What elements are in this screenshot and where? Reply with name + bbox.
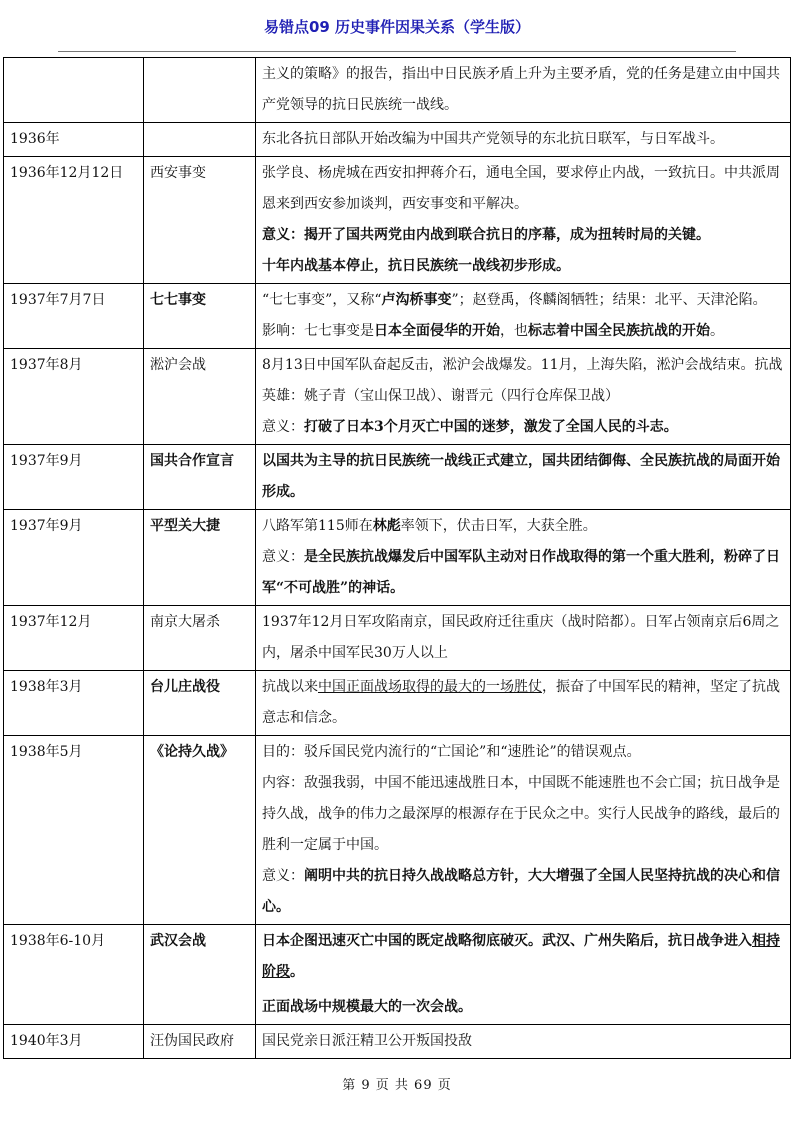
content-text: 意义： <box>262 868 304 884</box>
table-row <box>4 349 791 445</box>
significance-paragraph <box>262 412 784 443</box>
page-header: 易错点09 历史事件因果关系（学生版） <box>263 18 531 36</box>
content-text: 张学良、杨虎城在西安扣押蒋介石，通电全国，要求停止内战，一致抗日。中共派周恩来到西安参加谈判，西安事变和平解决。 <box>262 165 780 212</box>
content-text: 八路军第115师在 <box>262 518 373 534</box>
content-text: 国民党亲日派汪精卫公开叛国投敌 <box>262 1033 472 1049</box>
date-cell: 1937年8月 <box>4 349 144 445</box>
table-row <box>4 925 791 1025</box>
content-paragraph <box>262 511 784 542</box>
table-row <box>4 58 791 123</box>
key-term: 标志着中国全民族抗战的开始 <box>528 323 710 339</box>
event-cell <box>144 58 256 123</box>
content-cell <box>256 736 791 925</box>
content-text: 正面战场中规模最大的一次会战。 <box>262 999 472 1015</box>
significance-paragraph <box>262 861 784 923</box>
content-paragraph <box>262 926 784 988</box>
key-term: 林彪 <box>372 518 401 534</box>
content-cell <box>256 58 791 123</box>
content-cell <box>256 925 791 1025</box>
table-row <box>4 736 791 925</box>
content-cell <box>256 157 791 284</box>
content-text: 主义的策略》的报告，指出中日民族矛盾上升为主要矛盾，党的任务是建立由中国共产党领导的抗日民族统一战线。 <box>262 66 780 113</box>
date-cell: 1938年6-10月 <box>4 925 144 1025</box>
table-row <box>4 510 791 606</box>
content-text: “七七事变”，又称“ <box>262 292 382 308</box>
purpose-text: 目的：驳斥国民党内流行的“亡国论”和“速胜论”的错误观点。 <box>262 744 641 760</box>
event-cell: 《论持久战》 <box>144 736 256 925</box>
content-text: ”；赵登禹，佟麟阁牺牲；结果：北平、天津沦陷。 <box>451 292 767 308</box>
event-cell: 南京大屠杀 <box>144 606 256 671</box>
content-cell <box>256 606 791 671</box>
event-cell: 台儿庄战役 <box>144 671 256 736</box>
impact-paragraph <box>262 316 784 347</box>
content-text: ，振奋了中国军民的精神，坚定了抗战意志和信念。 <box>262 679 780 726</box>
key-term: 卢沟桥事变 <box>381 292 452 308</box>
date-cell: 1936年 <box>4 123 144 157</box>
content-paragraph <box>262 285 784 316</box>
table-row <box>4 1025 791 1059</box>
table-row <box>4 284 791 349</box>
date-cell: 1936年12月12日 <box>4 157 144 284</box>
content-text: 内容：敌强我弱，中国不能迅速战胜日本，中国既不能速胜也不会亡国；抗日战争是持久战，战争的伟力之最深厚的根源存在于民众之中。实行人民战争的路线，最后的胜利一定属于中国。 <box>262 775 780 853</box>
table-row <box>4 671 791 736</box>
key-term: 中国正面战场取得的最大的一场胜仗 <box>318 679 542 695</box>
key-term: 相持阶段 <box>262 933 780 980</box>
content-text: 。 <box>290 964 304 980</box>
significance-text: 意义：揭开了国共两党由内战到联合抗日的序幕，成为扭转时局的关键。 <box>262 227 710 243</box>
event-cell: 国共合作宣言 <box>144 445 256 510</box>
event-cell: 武汉会战 <box>144 925 256 1025</box>
page-number: 第 9 页 共 69 页 <box>342 1078 452 1093</box>
content-cell <box>256 445 791 510</box>
event-cell <box>144 123 256 157</box>
table-row <box>4 123 791 157</box>
content-text: 1937年12月日军攻陷南京，国民政府迁往重庆（战时陪都）。日军占领南京后6周之内，屠杀中国军民30万人以上 <box>262 614 780 661</box>
content-cell <box>256 284 791 349</box>
content-text: 抗战以来 <box>262 679 318 695</box>
table-row <box>4 445 791 510</box>
content-cell <box>256 123 791 157</box>
date-cell: 1938年3月 <box>4 671 144 736</box>
event-cell: 七七事变 <box>144 284 256 349</box>
date-cell: 1940年3月 <box>4 1025 144 1059</box>
table-row <box>4 606 791 671</box>
date-cell: 1937年7月7日 <box>4 284 144 349</box>
content-cell <box>256 510 791 606</box>
table-row <box>4 157 791 284</box>
date-cell <box>4 58 144 123</box>
content-text: 意义： <box>262 549 304 565</box>
content-cell <box>256 671 791 736</box>
key-term: 打破了日本3个月灭亡中国的迷梦，激发了全国人民的斗志。 <box>304 419 678 435</box>
key-term: 阐明中共的抗日持久战战略总方针，大大增强了全国人民坚持抗战的决心和信心。 <box>262 868 780 915</box>
history-events-table <box>3 57 791 1059</box>
event-cell: 西安事变 <box>144 157 256 284</box>
content-text: 意义： <box>262 419 304 435</box>
content-text: 。 <box>710 323 724 339</box>
key-term: 是全民族抗战爆发后中国军队主动对日作战取得的第一个重大胜利，粉碎了日军“不可战胜”的神话。 <box>262 549 780 596</box>
content-text: ，也 <box>500 323 528 339</box>
significance-text: 十年内战基本停止，抗日民族统一战线初步形成。 <box>262 258 570 274</box>
date-cell: 1937年9月 <box>4 445 144 510</box>
content-text: 8月13日中国军队奋起反击，淞沪会战爆发。11月，上海失陷，淞沪会战结束。抗战英雄：姚子青（宝山保卫战）、谢晋元（四行仓库保卫战） <box>262 357 783 404</box>
content-cell <box>256 1025 791 1059</box>
header-divider <box>58 51 736 52</box>
content-text: 率领下，伏击日军，大获全胜。 <box>400 518 597 534</box>
content-cell <box>256 349 791 445</box>
date-cell: 1937年9月 <box>4 510 144 606</box>
content-text: 以国共为主导的抗日民族统一战线正式建立，国共团结御侮、全民族抗战的局面开始形成。 <box>262 453 780 500</box>
key-term: 日本全面侵华的开始 <box>374 323 500 339</box>
content-text: 日本企图迅速灭亡中国的既定战略彻底破灭。武汉、广州失陷后，抗日战争进入 <box>262 933 752 949</box>
significance-paragraph <box>262 542 784 604</box>
date-cell: 1938年5月 <box>4 736 144 925</box>
event-cell: 淞沪会战 <box>144 349 256 445</box>
event-cell: 平型关大捷 <box>144 510 256 606</box>
content-text: 影响：七七事变是 <box>262 323 374 339</box>
content-text: 东北各抗日部队开始改编为中国共产党领导的东北抗日联军，与日军战斗。 <box>262 131 724 147</box>
date-cell: 1937年12月 <box>4 606 144 671</box>
event-cell: 汪伪国民政府 <box>144 1025 256 1059</box>
